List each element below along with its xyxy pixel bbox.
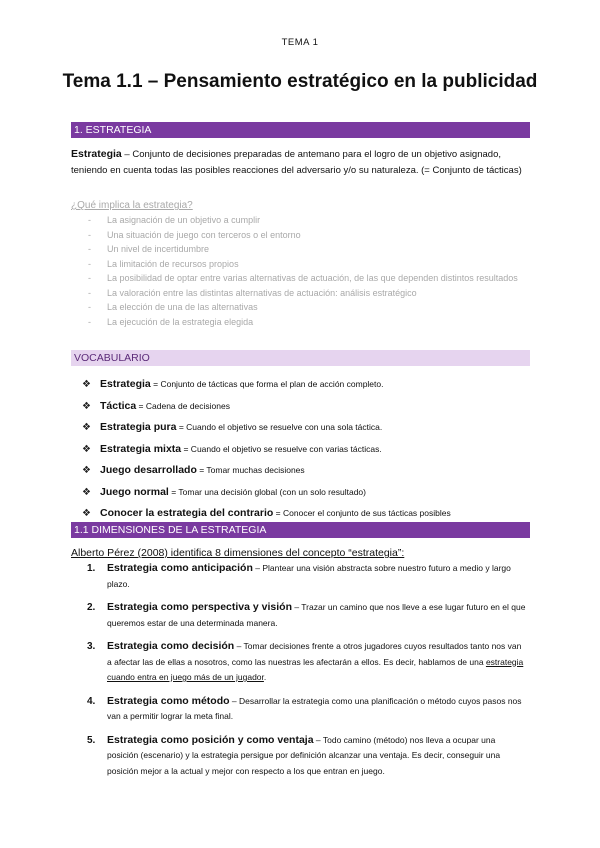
page-title: Tema 1.1 – Pensamiento estratégico en la publicidad: [62, 71, 538, 92]
dimension-item: 3. Estrategia como decisión – Tomar decisiones frente a otros jugadores cuyos resultados tanto nos van a afectar las de ellas a nosotros, como las nuestras les afectarán a ellos. Es decir, hablamos de una estrategia cuando entra en juego más de un jugador.: [87, 640, 524, 682]
vocab-item: ❖ Conocer la estrategia del contrario = Conocer el conjunto de sus tácticas posibles: [82, 503, 530, 525]
dimension-item: 2. Estrategia como perspectiva y visión – Trazar un camino que nos lleve a ese lugar futuro en el que queremos estar de una determinada manera.: [87, 601, 526, 628]
vocab-item: ❖ Estrategia mixta = Cuando el objetivo se resuelve con varias tácticas.: [82, 439, 530, 461]
vocab-item: ❖ Juego normal = Tomar una decisión global (con un solo resultado): [82, 482, 530, 504]
list-item: - La valoración entre las distintas alternativas de actuación: análisis estratégico: [86, 286, 530, 301]
definition-paragraph: [71, 147, 529, 178]
section-heading-dimensiones: 1.1 DIMENSIONES DE LA ESTRATEGIA: [71, 522, 530, 538]
list-item: - La elección de una de las alternativas: [86, 300, 530, 315]
vocab-item: ❖ Estrategia = Conjunto de tácticas que forma el plan de acción completo.: [82, 374, 530, 396]
list-item: - Una situación de juego con terceros o el entorno: [86, 228, 530, 243]
vocabulary-list: [82, 374, 530, 525]
diamond-bullet-icon: ❖: [82, 508, 91, 519]
diamond-bullet-icon: ❖: [82, 443, 91, 455]
list-item: - La posibilidad de optar entre varias alternativas de actuación, de las que dependen distintos resultados: [86, 271, 530, 286]
list-item: - La limitación de recursos propios: [86, 257, 530, 272]
dimension-item: 5. Estrategia como posición y como ventaja – Todo camino (método) nos lleva a ocupar una posición (escenario) y la estrategia persigue por definición alcanzar una ventaja. Es decir, conseguir una posición mejor a la actual y mejor con respecto a los que entran en juego.: [87, 733, 501, 776]
vocab-item: ❖ Juego desarrollado = Tomar muchas decisiones: [82, 460, 530, 482]
diamond-bullet-icon: ❖: [82, 400, 91, 412]
list-item: - La asignación de un objetivo a cumplir: [86, 213, 530, 228]
dimensions-intro: Alberto Pérez (2008) identifica 8 dimensiones del concepto “estrategia”:: [71, 547, 405, 559]
section-heading-estrategia: 1. ESTRATEGIA: [71, 122, 530, 138]
implications-list: [86, 213, 530, 329]
dimension-item: 1. Estrategia como anticipación – Plantear una visión abstracta sobre nuestro futuro a medio y largo plazo.: [87, 562, 511, 589]
diamond-bullet-icon: ❖: [82, 486, 91, 498]
diamond-bullet-icon: ❖: [82, 422, 91, 433]
definition-term: Estrategia: [71, 148, 122, 160]
running-header: TEMA 1: [281, 37, 319, 48]
diamond-bullet-icon: ❖: [82, 465, 91, 476]
definition-text: – Conjunto de decisiones preparadas de antemano para el logro de un objetivo asignado, teniendo en cuenta todas las posibles reacciones del adversario y/o su naturaleza. (= Conjunto de tácticas): [71, 149, 522, 176]
section-heading-vocabulario: VOCABULARIO: [71, 350, 530, 366]
dimensions-list: [87, 561, 527, 787]
dimension-item: 4. Estrategia como método – Desarrollar la estrategia como una planificación o método cuyos pasos nos van a permitir lograr la meta final.: [87, 694, 522, 721]
list-item: - La ejecución de la estrategia elegida: [86, 315, 530, 330]
diamond-bullet-icon: ❖: [82, 379, 91, 390]
list-item: - Un nivel de incertidumbre: [86, 242, 530, 257]
implications-question: ¿Qué implica la estrategia?: [71, 200, 193, 211]
vocab-item: ❖ Táctica = Cadena de decisiones: [82, 396, 530, 418]
vocab-item: ❖ Estrategia pura = Cuando el objetivo se resuelve con una sola táctica.: [82, 417, 530, 439]
